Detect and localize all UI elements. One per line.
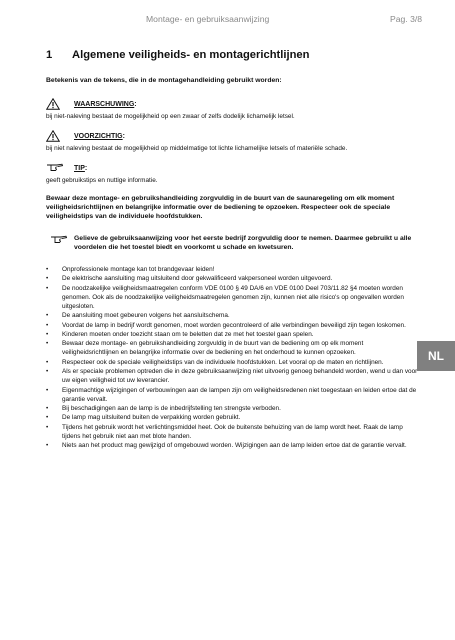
- bullet-marker: •: [46, 321, 49, 329]
- list-item: • Voordat de lamp in bedrijf wordt genomen, moet worden gecontroleerd of alle verbindingen beveiligd zijn tegen loskomen.: [46, 321, 406, 329]
- list-item: • Bewaar deze montage- en gebruikshandleiding zorgvuldig in de buurt van de bediening om op elk moment veiligheidsrichtlijnen en belangrijke informatie over de bediening en het onderhoud te kunnen opzoeken.: [46, 340, 364, 357]
- bullet-marker: •: [46, 340, 49, 348]
- bullet-marker: •: [46, 266, 49, 274]
- bullet-marker: •: [46, 423, 49, 431]
- list-item: • Niets aan het product mag gewijzigd of omgebouwd worden. Wijzigingen aan de lamp leiden ertoe dat de garantie vervalt.: [46, 442, 407, 450]
- page-header: [0, 14, 455, 26]
- list-item: • De aansluiting moet gebeuren volgens het aansluitschema.: [46, 312, 230, 320]
- bullet-marker: •: [46, 404, 49, 412]
- symbol-colon: :: [84, 165, 88, 172]
- language-tab: NL: [417, 341, 455, 371]
- symbol-warning: [46, 98, 418, 121]
- list-item: • Kinderen moeten onder toezicht staan om te beletten dat ze met het toestel gaan spelen.: [46, 330, 314, 338]
- list-item: • Respecteer ook de speciale veiligheidstips van de individuele hoofdstukken. Let vooral op de maten en richtlijnen.: [46, 358, 384, 366]
- warning-triangle-icon: [46, 130, 68, 142]
- symbol-caution: [46, 130, 418, 153]
- bullet-marker: •: [46, 386, 49, 394]
- section-number: 1: [46, 49, 53, 61]
- section-title: Algemene veiligheids- en montagerichtlijnen: [72, 49, 310, 61]
- section-heading: [46, 49, 418, 61]
- symbol-description: bij niet-naleving bestaat de mogelijkheid op een zwaar of zelfs dodelijk lichamelijk letsel.: [46, 113, 295, 120]
- pointing-hand-icon: [46, 162, 68, 174]
- keep-manual-paragraph: Bewaar deze montage- en gebruikshandleiding zorgvuldig in de buurt van de saunaregeling om elk moment veiligheidsrichtlijnen en belangrijke informatie over de bediening te opzoeken. Respecteer ook de speciale veiligheidstips van de individuele hoofdstukken.: [46, 195, 395, 221]
- warning-triangle-icon: [46, 98, 68, 110]
- page-content: [46, 49, 418, 450]
- symbol-description: geeft gebruikstips en nuttige informatie.: [46, 177, 158, 184]
- list-item: • Onprofessionele montage kan tot brandgevaar leiden!: [46, 266, 215, 274]
- list-item: • Tijdens het gebruik wordt het verlichtingsmiddel heet. Ook de buitenste behuizing van de lamp wordt heet. Raak de lamp tijdens het gebruik niet aan met blote handen.: [46, 423, 403, 440]
- safety-bullet-list: [46, 265, 418, 450]
- symbol-description: bij niet naleving bestaat de mogelijkheid op middelmatige tot lichte lichamelijke letsels of materiële schade.: [46, 145, 348, 152]
- symbol-colon: :: [122, 133, 125, 140]
- bullet-marker: •: [46, 442, 49, 450]
- list-item: • Als er speciale problemen optreden die in deze gebruiksaanwijzing niet uitvoerig genoeg behandeld worden, wend u dan voor uw eigen veiligheid tot uw leverancier.: [46, 368, 418, 385]
- symbol-label: TIP: [74, 165, 85, 172]
- note-text: Gelieve de gebruiksaanwijzing voor het eerste bedrijf zorgvuldig door te nemen. Daarmee gebruikt u alle voordelen die het toestel biedt en voorkomt u schade en kwetsuren.: [74, 234, 412, 251]
- bullet-marker: •: [46, 275, 49, 283]
- list-item: • De lamp mag uitsluitend buiten de verpakking worden gebruikt.: [46, 414, 241, 422]
- bullet-marker: •: [46, 312, 49, 320]
- bullet-marker: •: [46, 358, 49, 366]
- bullet-marker: •: [46, 284, 49, 292]
- read-first-note: [46, 234, 418, 252]
- symbols-intro: Betekenis van de tekens, die in de montagehandleiding gebruikt worden:: [46, 77, 282, 84]
- pointing-hand-icon: [46, 234, 74, 252]
- symbol-label: VOORZICHTIG: [74, 133, 123, 140]
- document-title: Montage- en gebruiksaanwijzing: [146, 14, 270, 24]
- list-item: • De elektrische aansluiting mag uitsluitend door gekwalificeerd vakpersoneel worden uitgevoerd.: [46, 275, 333, 283]
- page-number: Pag. 3/8: [390, 14, 423, 24]
- symbol-tip: [46, 162, 418, 185]
- bullet-marker: •: [46, 330, 49, 338]
- list-item: • De noodzakelijke veiligheidsmaatregelen conform VDE 0100 § 49 DA/6 en VDE 0100 Deel 703/11.82 §4 moeten worden genomen. Ook als de noodzakelijke veiligheidsmaatregelen genomen zijn, kunnen niet alle risico's op ongevallen worden uitgesloten.: [46, 284, 404, 310]
- symbol-colon: :: [134, 101, 137, 108]
- bullet-marker: •: [46, 414, 49, 422]
- bullet-marker: •: [46, 368, 49, 376]
- symbol-label: WAARSCHUWING: [74, 101, 135, 108]
- list-item: • Bij beschadigingen aan de lamp is de inbedrijfstelling ten strengste verboden.: [46, 404, 281, 412]
- list-item: • Eigenmachtige wijzigingen of verbouwingen aan de lampen zijn om veiligheidsredenen niet toegestaan en leiden ertoe dat de garantie vervalt.: [46, 386, 417, 403]
